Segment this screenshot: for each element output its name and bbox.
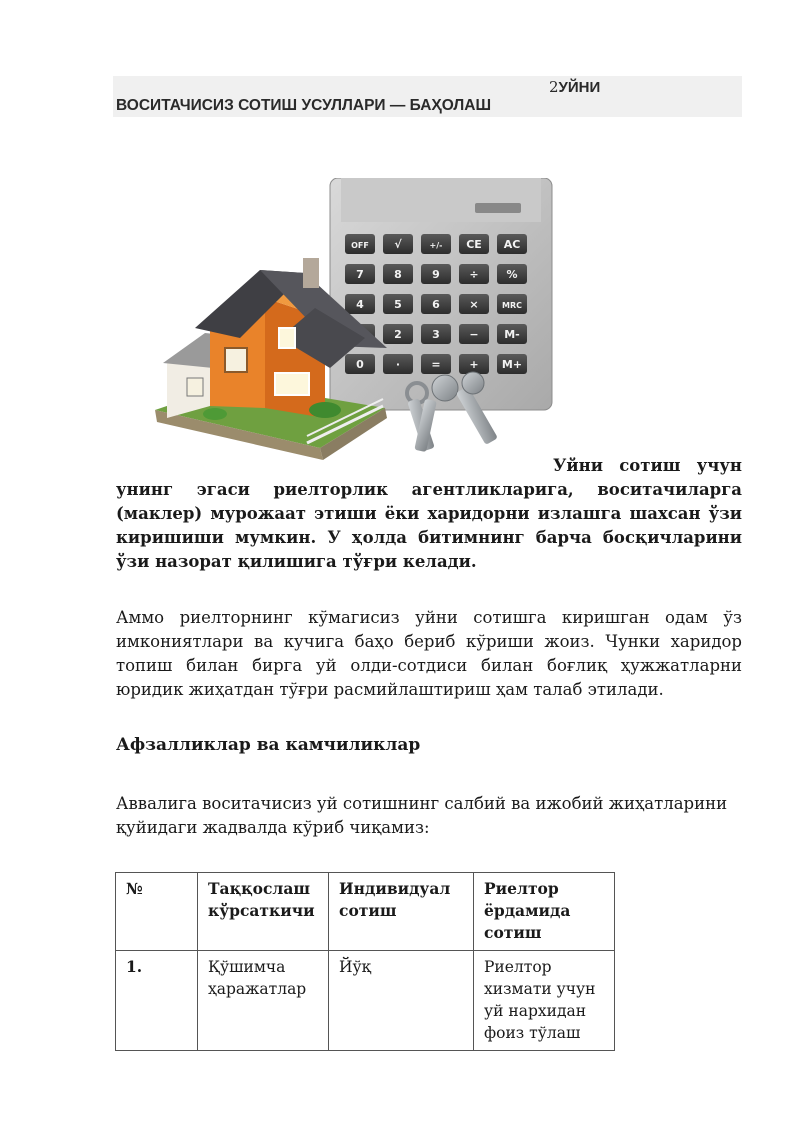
calculator-key-label: +/- — [429, 241, 443, 250]
calculator-key-label: % — [506, 268, 518, 281]
table-row — [116, 951, 615, 1051]
calculator-key-label: M+ — [501, 358, 523, 371]
page-number: 2 — [549, 78, 559, 96]
calculator-key-label: · — [395, 358, 401, 371]
calculator-key-label: 0 — [356, 358, 364, 371]
intro-paragraph: Уйни сотиш учун унинг эгаси риелторлик агентликларига, воситачиларга (маклер) мурожаат этиши ёки харидорни излашга шахсан ўзи киришиши мумкин. У ҳолда битимнинг барча босқичларини ўзи назорат қилишига тўғри келади. — [116, 456, 742, 571]
calculator-key-label: ÷ — [469, 268, 479, 281]
calculator-key-label: + — [469, 358, 479, 371]
keys-bunch — [407, 372, 498, 452]
calculator-key-label: 4 — [356, 298, 364, 311]
second-paragraph: Аммо риелторнинг кўмагисиз уйни сотишга киришган одам ўз имкониятлари ва кучига баҳо бериб кўриши жоиз. Чунки харидор топиш билан бирга уй олди-сотдиси билан боғлиқ ҳужжатларни юридик жиҳатдан тўғри расмийлаштириш ҳам талаб этилади. — [116, 608, 742, 699]
calculator-key-label: CE — [466, 238, 482, 251]
section-heading: Афзалликлар ва камчиликлар — [116, 735, 421, 755]
page-title: ВОСИТАЧИСИЗ СОТИШ УСУЛЛАРИ — БАҲОЛАШ — [116, 97, 492, 114]
calculator-key-label: M- — [504, 328, 520, 341]
calculator-key-label: − — [469, 328, 479, 341]
calculator-key-label: 8 — [394, 268, 402, 281]
page-header-line1 — [549, 78, 600, 96]
comparison-table — [115, 872, 615, 1051]
calculator-key-label: √ — [394, 238, 402, 251]
calculator-key-label: 6 — [432, 298, 440, 311]
title-part1: УЙНИ — [558, 79, 601, 96]
calculator-key-label: 2 — [394, 328, 402, 341]
calculator-key-label: AC — [503, 238, 521, 251]
cell-realtor: Риелтор хизмати учун уй нархидан фоиз тўлаш — [474, 951, 615, 1051]
calculator-key-label: × — [469, 298, 479, 311]
header-indicator: Таққослаш кўрсаткичи — [198, 873, 329, 951]
calculator-key-label: 7 — [356, 268, 364, 281]
house-calculator-image — [155, 178, 555, 470]
header-number: № — [116, 873, 198, 951]
cell-indicator: Қўшимча ҳаражатлар — [198, 951, 329, 1051]
header-individual: Индивидуал сотиш — [329, 873, 474, 951]
table-intro-paragraph: Аввалига воситачисиз уй сотишнинг салбий ва ижобий жиҳатларини қуйидаги жадвалда кўриб чиқамиз: — [116, 794, 728, 837]
cell-number: 1. — [116, 951, 198, 1051]
calculator-key-label: MRC — [502, 301, 522, 310]
header-realtor: Риелтор ёрдамида сотиш — [474, 873, 615, 951]
cell-individual: Йўқ — [329, 951, 474, 1051]
calculator-key-label: 9 — [432, 268, 440, 281]
calculator-key-label: OFF — [351, 241, 369, 250]
calculator-key-label: 5 — [394, 298, 402, 311]
calculator-key-label: 3 — [432, 328, 440, 341]
calculator-key-label: = — [431, 358, 441, 371]
table-header-row — [116, 873, 615, 951]
